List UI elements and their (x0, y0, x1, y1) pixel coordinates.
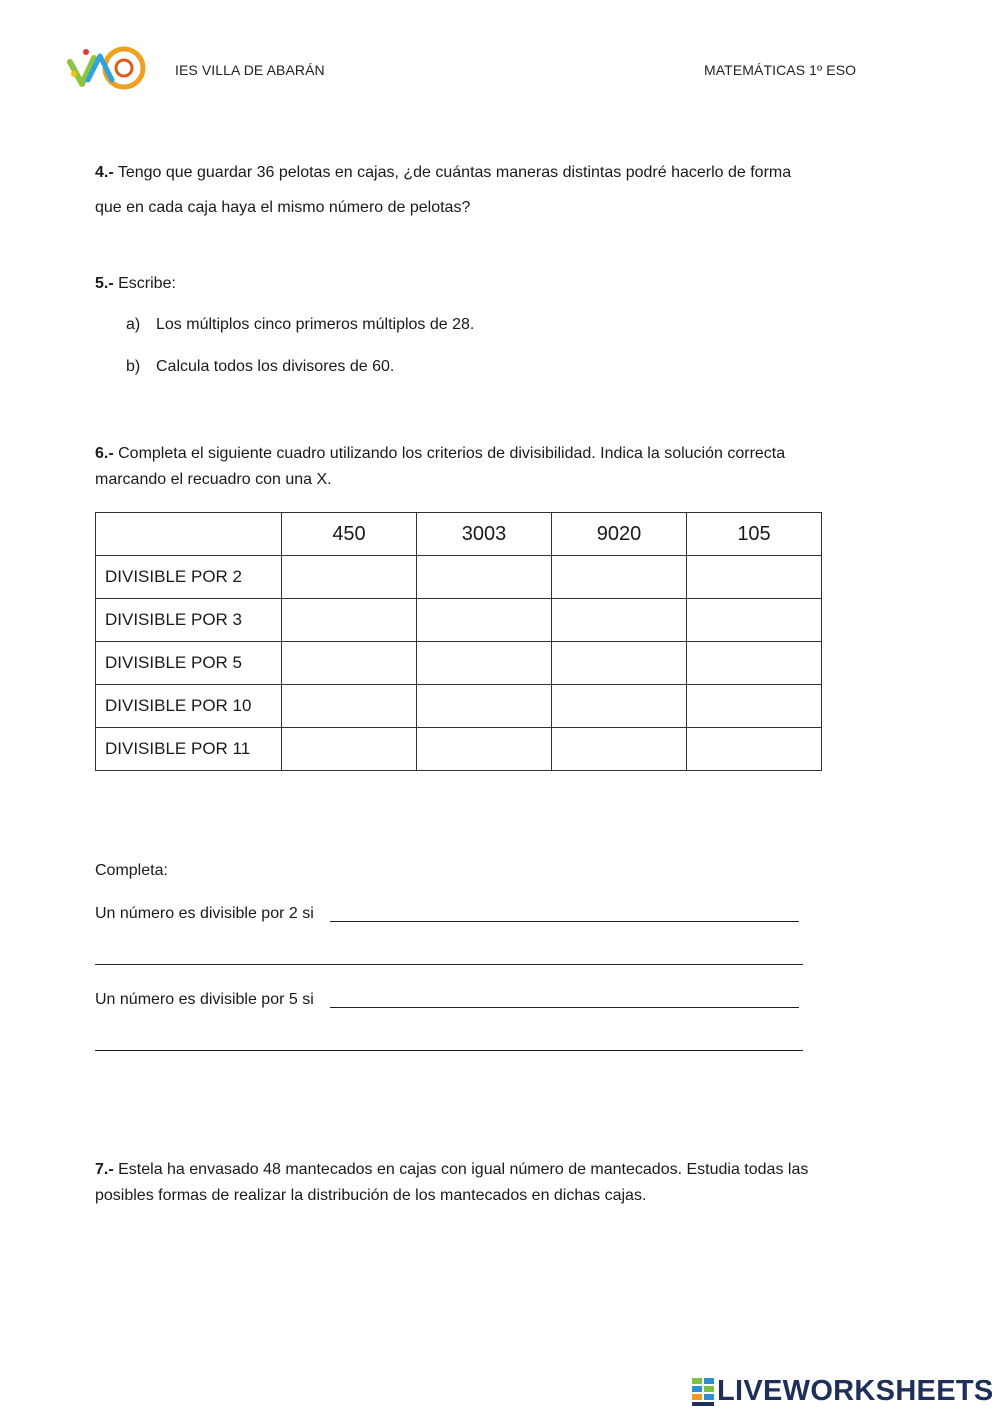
answer-line-5b[interactable] (95, 1050, 803, 1051)
column-header: 450 (282, 513, 417, 556)
answer-cell[interactable] (282, 556, 417, 599)
school-logo (66, 44, 148, 92)
answer-cell[interactable] (687, 556, 822, 599)
liveworksheets-logo (692, 1376, 992, 1408)
question-5 (95, 271, 176, 297)
question-5-item-a (126, 316, 474, 334)
question-7-number: 7.- (95, 1161, 114, 1178)
table-corner-cell (96, 513, 282, 556)
question-7 (95, 1157, 915, 1209)
question-5-item-b (126, 358, 394, 376)
answer-cell[interactable] (282, 728, 417, 771)
liveworksheets-wordmark[interactable]: LIVEWORKSHEETS (717, 1375, 994, 1407)
table-row (96, 599, 822, 642)
row-label: DIVISIBLE POR 3 (96, 599, 282, 642)
answer-cell[interactable] (552, 599, 687, 642)
table-row (96, 642, 822, 685)
divisibility-table (95, 512, 822, 771)
table-row (96, 685, 822, 728)
question-5-intro: Escribe: (113, 275, 176, 292)
answer-cell[interactable] (417, 599, 552, 642)
question-6 (95, 441, 915, 493)
answer-line-2a[interactable] (330, 921, 799, 922)
answer-cell[interactable] (687, 642, 822, 685)
question-6-text-line1: Completa el siguiente cuadro utilizando los criterios de divisibilidad. Indica la solución correcta (113, 445, 786, 462)
answer-cell[interactable] (687, 728, 822, 771)
answer-cell[interactable] (417, 728, 552, 771)
answer-cell[interactable] (687, 685, 822, 728)
answer-cell[interactable] (552, 728, 687, 771)
item-a-marker: a) (126, 316, 141, 333)
table-row (96, 728, 822, 771)
answer-cell[interactable] (417, 685, 552, 728)
question-7-text-line2: posibles formas de realizar la distribución de los mantecados en dichas cajas. (95, 1187, 647, 1204)
answer-cell[interactable] (417, 556, 552, 599)
answer-cell[interactable] (552, 642, 687, 685)
subject-name: MATEMÁTICAS 1º ESO (704, 62, 857, 78)
row-label: DIVISIBLE POR 10 (96, 685, 282, 728)
divisible-by-2-prompt: Un número es divisible por 2 si (95, 905, 314, 922)
answer-cell[interactable] (417, 642, 552, 685)
school-name: IES VILLA DE ABARÁN (175, 62, 325, 78)
question-4-text-line1: Tengo que guardar 36 pelotas en cajas, ¿de cuántas maneras distintas podré hacerlo de forma (113, 164, 792, 181)
answer-cell[interactable] (552, 556, 687, 599)
answer-cell[interactable] (687, 599, 822, 642)
row-label: DIVISIBLE POR 2 (96, 556, 282, 599)
answer-cell[interactable] (282, 642, 417, 685)
question-6-number: 6.- (95, 445, 114, 462)
question-5-number: 5.- (95, 275, 114, 292)
question-6-text-line2: marcando el recuadro con una X. (95, 471, 332, 488)
answer-cell[interactable] (282, 599, 417, 642)
table-row (96, 556, 822, 599)
divisible-by-5-prompt: Un número es divisible por 5 si (95, 991, 314, 1008)
liveworksheets-mark-icon (692, 1378, 714, 1406)
answer-cell[interactable] (282, 685, 417, 728)
column-header: 105 (687, 513, 822, 556)
item-b-marker: b) (126, 358, 141, 375)
question-4 (95, 160, 895, 221)
item-b-text: Calcula todos los divisores de 60. (156, 358, 395, 375)
question-7-text-line1: Estela ha envasado 48 mantecados en cajas con igual número de mantecados. Estudia todas las (113, 1161, 809, 1178)
answer-line-5a[interactable] (330, 1007, 799, 1008)
row-label: DIVISIBLE POR 5 (96, 642, 282, 685)
answer-cell[interactable] (552, 685, 687, 728)
row-label: DIVISIBLE POR 11 (96, 728, 282, 771)
item-a-text: Los múltiplos cinco primeros múltiplos de 28. (156, 316, 475, 333)
column-header: 9020 (552, 513, 687, 556)
question-4-number: 4.- (95, 164, 114, 181)
answer-line-2b[interactable] (95, 964, 803, 965)
completa-title: Completa: (95, 862, 168, 879)
table-header-row (96, 513, 822, 556)
column-header: 3003 (417, 513, 552, 556)
question-4-text-line2: que en cada caja haya el mismo número de pelotas? (95, 199, 471, 216)
